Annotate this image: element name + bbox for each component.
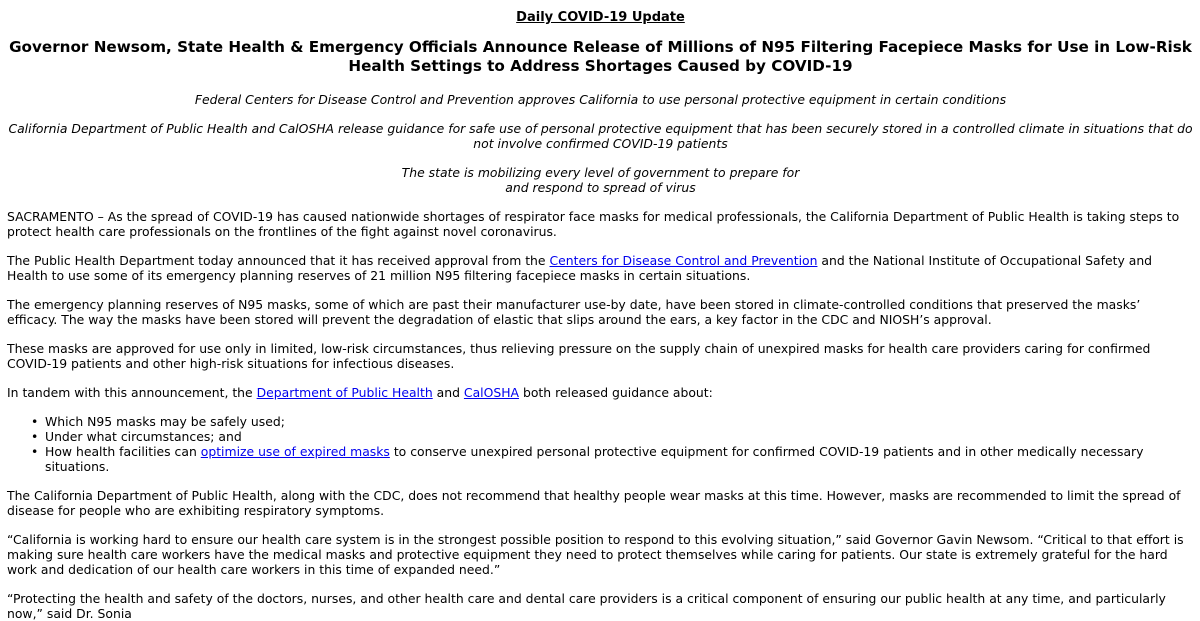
paragraph-cdc-recommendation: The California Department of Public Health, along with the CDC, does not recommend that healthy people wear masks at this time. However, masks are recommended to limit the spread of disease for people who are exhibiting respiratory symptoms. [7, 488, 1181, 518]
headline: Governor Newsom, State Health & Emergency Officials Announce Release of Millions of N95 Filtering Facepiece Masks for Use in Low-Risk Health Settings to Address Shortages Caused by COVID-19 [9, 38, 1192, 75]
bullet-text-facilities-2: to conserve unexpired personal protective equipment for confirmed COVID-19 patients and in other medically necessary situations. [45, 444, 1144, 474]
list-item [31, 414, 1194, 429]
public-health-link[interactable]: Department of Public Health [256, 385, 433, 400]
paragraph-storage: The emergency planning reserves of N95 masks, some of which are past their manufacturer use-by date, have been stored in climate-controlled conditions that preserved the masks’ efficacy. The way the masks have been stored will prevent the degradation of elastic that slips around the ears, a key factor in the CDC and NIOSH’s approval. [7, 297, 1141, 327]
press-release-page [0, 10, 1200, 621]
update-label: Daily COVID-19 Update [516, 10, 685, 25]
guidance-bullet-list [7, 414, 1194, 474]
paragraph-guidance-text-3: both released guidance about: [519, 385, 713, 400]
paragraph-approval-text-1: The Public Health Department today announced that it has received approval from the [7, 253, 550, 268]
expired-masks-link[interactable]: optimize use of expired masks [200, 444, 390, 459]
paragraph-sacramento: SACRAMENTO – As the spread of COVID-19 has caused nationwide shortages of respirator face masks for medical professionals, the California Department of Public Health is taking steps to protect health care professionals on the frontlines of the fight against novel coronavirus. [7, 209, 1180, 239]
paragraph-approval [7, 253, 1194, 283]
paragraph-guidance-intro [7, 385, 1194, 400]
bullet-icon: • [31, 444, 39, 459]
bullet-text-facilities-1: How health facilities can [45, 444, 201, 459]
calosha-link[interactable]: CalOSHA [463, 385, 520, 400]
paragraph-protecting-quote: “Protecting the health and safety of the doctors, nurses, and other health care and dental care providers is a critical component of ensuring our public health at any time, and particularly now,” said Dr. Sonia [7, 591, 1166, 621]
list-item [31, 429, 1194, 444]
bullet-text-circumstances: Under what circumstances; and [45, 429, 242, 444]
bullet-icon: • [31, 429, 39, 444]
cdc-link[interactable]: Centers for Disease Control and Prevention [549, 253, 818, 268]
subhead-mobilizing-line2: and respond to spread of virus [505, 180, 696, 195]
list-item [31, 444, 1194, 474]
subhead-guidance: California Department of Public Health and CalOSHA release guidance for safe use of personal protective equipment that has been securely stored in a controlled climate in situations that do not involve confirmed COVID-19 patients [8, 121, 1193, 151]
paragraph-guidance-text-1: In tandem with this announcement, the [7, 385, 257, 400]
paragraph-governor-quote: “California is working hard to ensure our health care system is in the strongest possible position to respond to this evolving situation,” said Governor Gavin Newsom. “Critical to that effort is making sure health care workers have the medical masks and protective equipment they need to protect themselves while caring for patients. Our state is extremely grateful for the hard work and dedication of our health care workers in this time of expanded need.” [7, 532, 1184, 577]
subhead-mobilizing [7, 165, 1194, 195]
paragraph-guidance-text-2: and [432, 385, 464, 400]
paragraph-low-risk: These masks are approved for use only in limited, low-risk circumstances, thus relieving pressure on the supply chain of unexpired masks for health care providers caring for confirmed COVID-19 patients and other high-risk situations for infectious diseases. [7, 341, 1151, 371]
bullet-icon: • [31, 414, 39, 429]
subhead-cdc-approval: Federal Centers for Disease Control and Prevention approves California to use personal protective equipment in certain conditions [194, 92, 1007, 107]
subhead-mobilizing-line1: The state is mobilizing every level of government to prepare for [401, 165, 800, 180]
paragraph-approval-text-2: and the National Institute of Occupational Safety and Health to use some of its emergency planning reserves of 21 million N95 filtering facepiece masks in certain situations. [7, 253, 1153, 283]
bullet-text-masks: Which N95 masks may be safely used; [45, 414, 285, 429]
